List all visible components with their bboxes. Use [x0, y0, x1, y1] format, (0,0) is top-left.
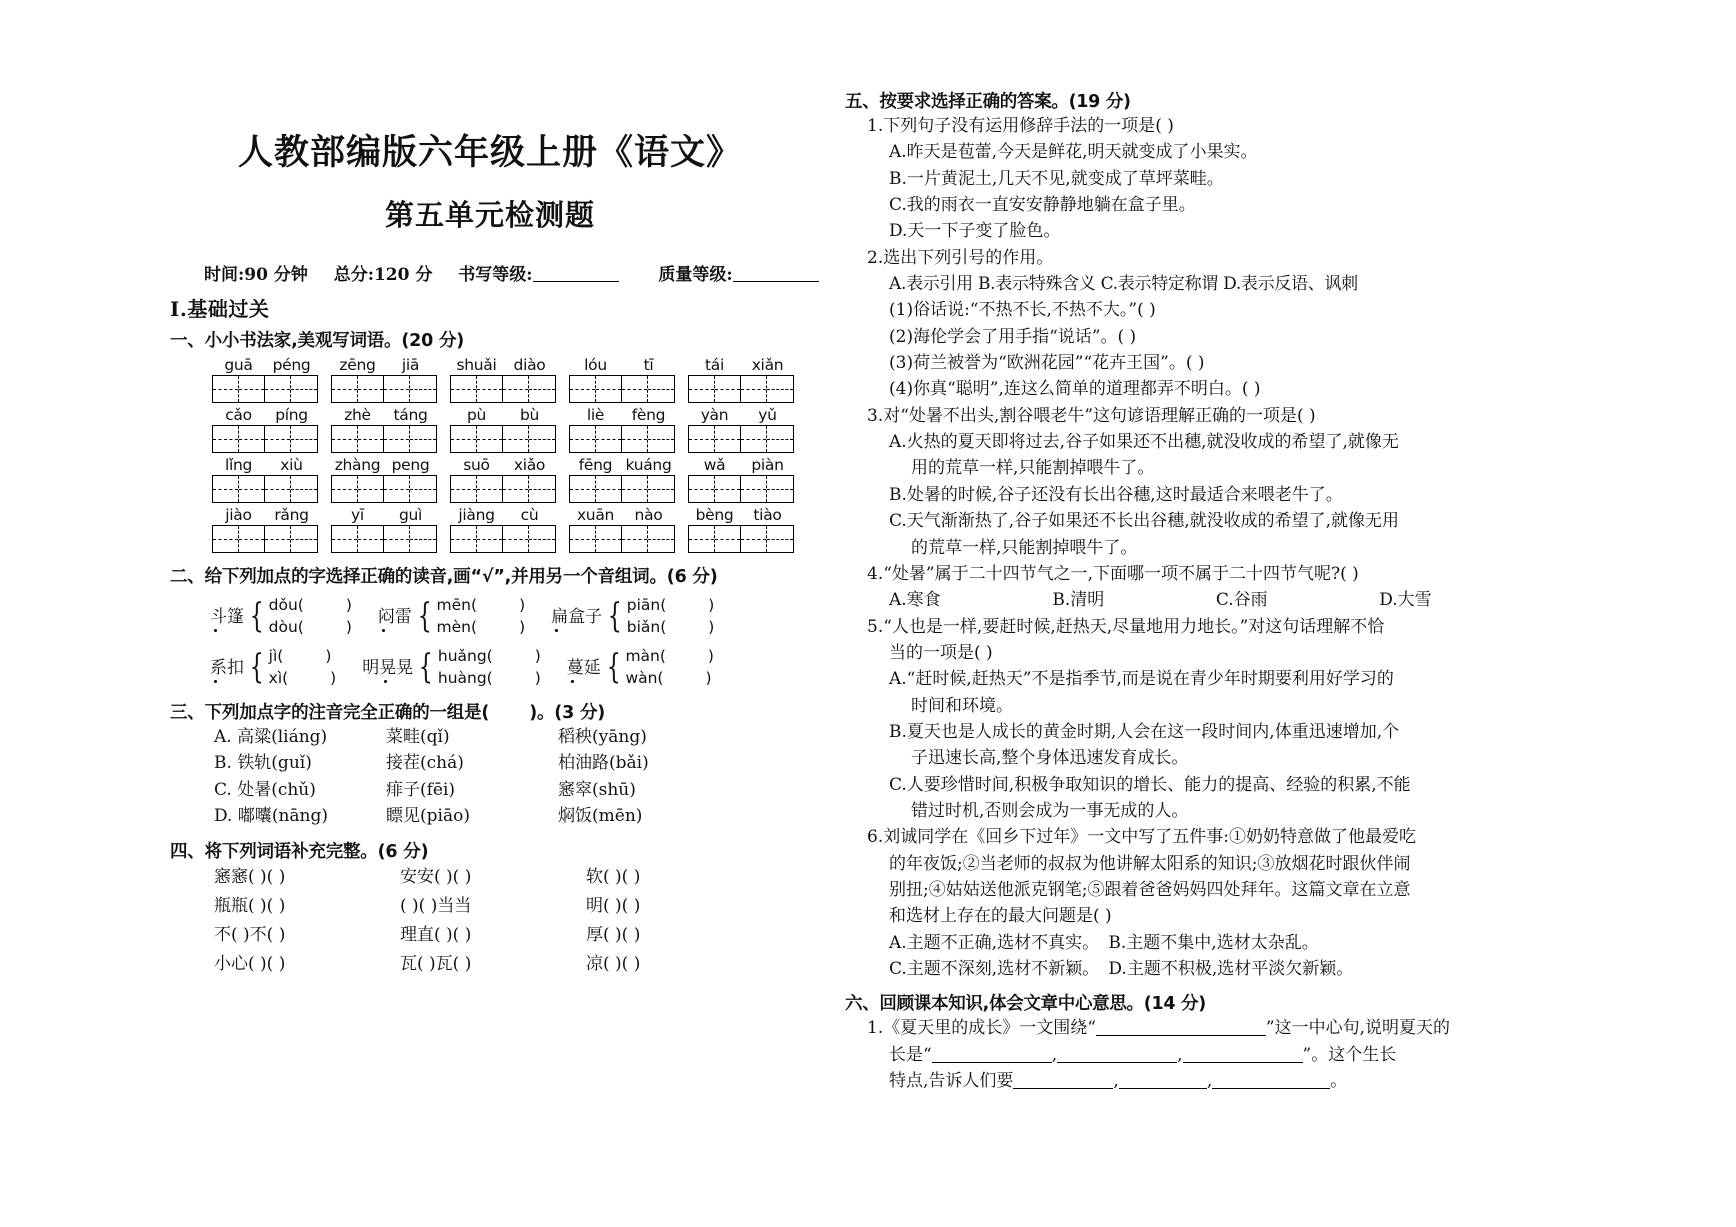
answer-blank[interactable] — [1013, 1088, 1113, 1089]
pinyin-word: tiào — [753, 506, 782, 524]
writing-box-group[interactable] — [212, 375, 318, 403]
pinyin-word: cǎo — [225, 406, 252, 424]
pinyin-word: píng — [275, 406, 308, 424]
idiom-item[interactable]: 明( )( ) — [586, 896, 641, 917]
writing-boxes-row[interactable] — [170, 475, 810, 503]
section6-question-cont: 长是“ , , ”。这个生长 — [889, 1044, 1397, 1065]
brace-icon: { — [249, 595, 264, 636]
idiom-row[interactable] — [170, 921, 810, 950]
writing-cell[interactable] — [265, 426, 291, 452]
pronunciation-word: 扁盒子 — [551, 602, 602, 630]
writing-cell[interactable] — [477, 526, 503, 552]
quality-grade-label: 质量等级: — [658, 265, 733, 285]
pronunciation-word: 系扣 — [210, 653, 244, 681]
writing-cell[interactable] — [291, 376, 317, 402]
emphasis-dot — [571, 680, 574, 683]
left-column — [170, 0, 810, 979]
idiom-row[interactable] — [170, 863, 810, 892]
writing-cell[interactable] — [451, 476, 477, 502]
writing-cell[interactable] — [529, 526, 555, 552]
writing-cell[interactable] — [596, 526, 622, 552]
answer-blank[interactable] — [1119, 1088, 1207, 1089]
question-stem: 3.对“处暑不出头,割谷喂老牛”这句谚语理解正确的一项是( ) — [867, 405, 1316, 426]
pinyin-word: cù — [520, 506, 539, 524]
pronunciation-item[interactable] — [567, 645, 714, 690]
writing-cell[interactable] — [291, 526, 317, 552]
answer-blank[interactable] — [1212, 1088, 1330, 1089]
pinyin-word: tái — [705, 356, 724, 374]
question-option-row[interactable] — [845, 930, 1565, 956]
writing-boxes-row[interactable] — [170, 375, 810, 403]
pinyin-word: nào — [634, 506, 663, 524]
writing-cell[interactable] — [451, 426, 477, 452]
writing-cell[interactable] — [451, 376, 477, 402]
question-option[interactable]: D.大雪 — [1379, 590, 1432, 611]
writing-cell[interactable] — [384, 476, 410, 502]
section-3-heading: 三、下列加点字的注音完全正确的一组是( )。(3 分) — [170, 702, 606, 723]
pronunciation-option[interactable]: biǎn( ) — [626, 618, 715, 637]
exam-meta — [170, 260, 810, 285]
pronunciation-word: 蔓延 — [567, 653, 601, 681]
pronunciation-item[interactable] — [210, 645, 336, 690]
question-choices[interactable]: A.表示引用 B.表示特殊含义 C.表示特定称谓 D.表示反语、讽刺 — [889, 274, 1358, 295]
writing-cell[interactable] — [358, 426, 384, 452]
writing-box-group[interactable] — [569, 375, 675, 403]
question-option[interactable]: B.夏天也是人成长的黄金时期,人会在这一段时间内,体重迅速增加,个 — [889, 721, 1400, 742]
writing-cell[interactable] — [410, 476, 436, 502]
writing-cell[interactable] — [213, 526, 239, 552]
writing-cell[interactable] — [529, 426, 555, 452]
total-score-label: 总分:120 分 — [333, 265, 433, 285]
phonetic-option-row[interactable] — [170, 724, 810, 750]
question-option-row[interactable] — [845, 956, 1565, 982]
writing-box-group[interactable] — [569, 525, 675, 553]
writing-cell[interactable] — [239, 526, 265, 552]
writing-cell[interactable] — [570, 476, 596, 502]
pinyin-word: piàn — [751, 456, 784, 474]
pinyin-word: tī — [643, 356, 654, 374]
pronunciation-option[interactable]: mèn( ) — [436, 618, 526, 637]
pronunciation-options[interactable] — [269, 645, 337, 690]
idiom-item[interactable]: 凉( )( ) — [586, 953, 641, 974]
pinyin-word: zhè — [344, 406, 371, 424]
pronunciation-option[interactable]: huǎng( ) — [437, 646, 541, 665]
idiom-item[interactable]: ( )( )当当 — [400, 896, 472, 917]
pinyin-word: shuǎi — [456, 356, 497, 374]
question-option[interactable]: B.一片黄泥土,几天不见,就变成了草坪菜畦。 — [889, 168, 1224, 189]
part-heading: Ⅰ.基础过关 — [170, 297, 270, 321]
pinyin-word: diào — [513, 356, 546, 374]
brace-icon: { — [419, 646, 434, 687]
pronunciation-row — [170, 594, 810, 639]
pinyin-word: yǔ — [758, 406, 777, 424]
question-option[interactable]: A.“赶时候,赶热天”不是指季节,而是说在青少年时期要利用好学习的 — [889, 669, 1394, 690]
question-stem: 2.选出下列引号的作用。 — [867, 247, 1054, 268]
question-stem-cont: 和选材上存在的最大问题是( ) — [889, 906, 1112, 927]
writing-cell[interactable] — [332, 526, 358, 552]
question-option[interactable]: A.寒食 — [889, 590, 941, 611]
pinyin-word: xiǎo — [513, 456, 546, 474]
pronunciation-options[interactable] — [627, 594, 715, 639]
pinyin-row — [170, 456, 810, 474]
writing-cell[interactable] — [384, 426, 410, 452]
pronunciation-item[interactable] — [551, 594, 714, 639]
question-option[interactable]: C.主题不深刻,选材不新颖。 — [889, 959, 1100, 979]
writing-boxes-row[interactable] — [170, 425, 810, 453]
idiom-item[interactable]: 瓶瓶( )( ) — [214, 896, 286, 917]
writing-cell[interactable] — [477, 426, 503, 452]
phonetic-option-row[interactable] — [170, 803, 810, 829]
writing-cell[interactable] — [648, 476, 674, 502]
question-option[interactable]: C.谷雨 — [1215, 590, 1268, 611]
writing-cell[interactable] — [689, 376, 715, 402]
writing-cell[interactable] — [358, 476, 384, 502]
question-stem: 5.“人也是一样,要赶时候,赶热天,尽量地用力地长。”对这句话理解不恰 — [867, 616, 1385, 637]
question-option[interactable]: A.昨天是苞蕾,今天是鲜花,明天就变成了小果实。 — [889, 142, 1258, 163]
question-stem: 1.下列句子没有运用修辞手法的一项是( ) — [867, 116, 1174, 136]
writing-grade-blank[interactable] — [533, 281, 619, 282]
writing-box-group[interactable] — [331, 425, 437, 453]
writing-box-group[interactable] — [212, 475, 318, 503]
question-option-cont: 子迅速长高,整个身体迅速发育成长。 — [911, 748, 1189, 769]
pronunciation-option[interactable]: piān( ) — [626, 596, 715, 614]
idiom-row[interactable] — [170, 892, 810, 921]
pinyin-word: rǎng — [274, 506, 309, 524]
question-option[interactable]: C.人要珍惜时间,积极争取知识的增长、能力的提高、经验的积累,不能 — [889, 774, 1411, 795]
writing-cell[interactable] — [410, 426, 436, 452]
pronunciation-option[interactable]: dǒu( ) — [268, 596, 352, 614]
pronunciation-options[interactable] — [625, 645, 714, 690]
question-option-row[interactable] — [845, 587, 1565, 613]
pinyin-word: yàn — [700, 406, 729, 424]
emphasis-dot — [555, 629, 558, 632]
writing-box-group[interactable] — [569, 475, 675, 503]
option-item[interactable]: 柏油路(bǎi) — [558, 753, 649, 774]
pronunciation-option[interactable]: wàn( ) — [625, 669, 712, 688]
writing-box-group[interactable] — [450, 475, 556, 503]
writing-cell[interactable] — [767, 426, 793, 452]
writing-box-group[interactable] — [212, 525, 318, 553]
writing-cell[interactable] — [622, 476, 648, 502]
writing-cell[interactable] — [570, 426, 596, 452]
handwriting-grid — [170, 356, 810, 553]
option-item[interactable]: 菜畦(qǐ) — [386, 726, 450, 747]
writing-box-group[interactable] — [688, 425, 794, 453]
writing-cell[interactable] — [715, 476, 741, 502]
writing-cell[interactable] — [767, 476, 793, 502]
writing-cell[interactable] — [648, 426, 674, 452]
section-6-heading: 六、回顾课本知识,体会文章中心意思。(14 分) — [845, 994, 1206, 1015]
idiom-item[interactable]: 安安( )( ) — [400, 867, 472, 888]
writing-cell[interactable] — [358, 376, 384, 402]
emphasis-dot — [384, 680, 387, 683]
pronunciation-options[interactable] — [437, 594, 526, 639]
page-title: 人教部编版六年级上册《语文》 — [237, 132, 742, 173]
pinyin-word: liè — [586, 406, 605, 424]
pinyin-word: bèng — [695, 506, 734, 524]
pinyin-word: zhàng — [334, 456, 381, 474]
section-1-heading: 一、小小书法家,美观写词语。(20 分) — [170, 331, 465, 351]
option-item[interactable]: 焖饭(mēn) — [558, 805, 643, 826]
pinyin-word: wǎ — [703, 456, 726, 474]
writing-cell[interactable] — [596, 376, 622, 402]
writing-cell[interactable] — [384, 526, 410, 552]
pronunciation-item[interactable] — [378, 594, 525, 639]
phonetic-option-row[interactable] — [170, 750, 810, 776]
question-option[interactable]: B.清明 — [1052, 590, 1105, 611]
writing-cell[interactable] — [239, 476, 265, 502]
pronunciation-word: 明晃晃 — [362, 653, 413, 681]
writing-box-group[interactable] — [569, 425, 675, 453]
question-option[interactable]: D.主题不积极,选材平淡欠新颖。 — [1108, 959, 1354, 979]
writing-cell[interactable] — [265, 376, 291, 402]
question-option[interactable]: C.天气渐渐热了,谷子如果还不长出谷穗,就没收成的希望了,就像无用 — [889, 511, 1400, 532]
pronunciation-options[interactable] — [269, 594, 352, 639]
pinyin-word: fèng — [631, 406, 666, 424]
pinyin-word: peng — [391, 456, 430, 474]
writing-cell[interactable] — [477, 476, 503, 502]
writing-box-group[interactable] — [450, 375, 556, 403]
writing-cell[interactable] — [503, 426, 529, 452]
pinyin-word: suō — [463, 456, 490, 474]
writing-cell[interactable] — [213, 426, 239, 452]
pronunciation-word: 斗篷 — [210, 602, 244, 630]
pinyin-word: jiàng — [458, 506, 495, 524]
question-option[interactable]: B.主题不集中,选材太杂乱。 — [1108, 932, 1319, 953]
emphasis-dot — [214, 680, 217, 683]
question-option-cont: 错过时机,否则会成为一事无成的人。 — [911, 800, 1189, 821]
writing-cell[interactable] — [410, 526, 436, 552]
writing-cell[interactable] — [622, 426, 648, 452]
question-subitem[interactable]: (3)荷兰被誉为“欧洲花园”“花卉王国”。( ) — [889, 353, 1205, 374]
writing-cell[interactable] — [741, 426, 767, 452]
writing-cell[interactable] — [741, 476, 767, 502]
writing-cell[interactable] — [529, 376, 555, 402]
option-item[interactable]: 瞟见(piāo) — [386, 805, 470, 826]
option-item[interactable]: 稻秧(yāng) — [558, 726, 647, 747]
question-stem: 6.刘诚同学在《回乡下过年》一文中写了五件事:①奶奶特意做了他最爱吃 — [867, 827, 1416, 848]
writing-cell[interactable] — [648, 376, 674, 402]
pronunciation-option[interactable]: màn( ) — [625, 646, 714, 665]
pinyin-word: xiù — [280, 456, 303, 474]
emphasis-dot — [382, 629, 385, 632]
writing-grade-label: 书写等级: — [458, 265, 533, 285]
writing-box-group[interactable] — [450, 425, 556, 453]
right-column — [845, 88, 1565, 1094]
pinyin-word: guā — [224, 356, 253, 374]
brace-icon: { — [417, 595, 432, 636]
pinyin-word: jiào — [225, 506, 252, 524]
pinyin-word: jiā — [401, 356, 420, 374]
writing-box-group[interactable] — [212, 425, 318, 453]
writing-cell[interactable] — [332, 426, 358, 452]
writing-cell[interactable] — [715, 526, 741, 552]
question-stem-cont: 当的一项是( ) — [889, 642, 993, 663]
writing-cell[interactable] — [503, 526, 529, 552]
pinyin-word: guì — [398, 506, 423, 524]
pronunciation-option[interactable]: huàng( ) — [437, 669, 541, 688]
writing-cell[interactable] — [689, 426, 715, 452]
pronunciation-option[interactable]: jì( ) — [268, 646, 332, 665]
writing-cell[interactable] — [477, 376, 503, 402]
writing-cell[interactable] — [265, 526, 291, 552]
brace-icon: { — [607, 595, 622, 636]
writing-cell[interactable] — [358, 526, 384, 552]
brace-icon: { — [249, 646, 264, 687]
idiom-item[interactable]: 理直( )( ) — [400, 925, 472, 946]
pinyin-word: zēng — [339, 356, 376, 374]
writing-boxes-row[interactable] — [170, 525, 810, 553]
writing-cell[interactable] — [648, 526, 674, 552]
idiom-item[interactable]: 瓦( )瓦( ) — [400, 953, 472, 974]
writing-box-group[interactable] — [331, 525, 437, 553]
answer-blank[interactable] — [1057, 1062, 1177, 1063]
pinyin-word: yī — [351, 506, 364, 524]
writing-cell[interactable] — [265, 476, 291, 502]
phonetic-option-row[interactable] — [170, 777, 810, 803]
pronunciation-item[interactable] — [210, 594, 352, 639]
writing-cell[interactable] — [239, 376, 265, 402]
question-option[interactable]: C.我的雨衣一直安安静静地躺在盒子里。 — [889, 195, 1196, 216]
time-label: 时间:90 分钟 — [204, 265, 308, 285]
pronunciation-item[interactable] — [362, 645, 541, 690]
pinyin-word: kuáng — [625, 456, 672, 474]
writing-box-group[interactable] — [331, 375, 437, 403]
pinyin-word: péng — [272, 356, 311, 374]
idiom-item[interactable]: 小心( )( ) — [214, 953, 286, 974]
writing-cell[interactable] — [291, 476, 317, 502]
writing-cell[interactable] — [596, 426, 622, 452]
pronunciation-options[interactable] — [438, 645, 541, 690]
idiom-item[interactable]: 窸窸( )( ) — [214, 867, 286, 888]
question-option[interactable]: A.火热的夏天即将过去,谷子如果还不出穗,就没收成的希望了,就像无 — [889, 432, 1399, 453]
quality-grade-blank[interactable] — [733, 281, 819, 282]
pinyin-word: xuān — [576, 506, 615, 524]
writing-cell[interactable] — [213, 376, 239, 402]
writing-cell[interactable] — [689, 476, 715, 502]
writing-cell[interactable] — [410, 376, 436, 402]
question-option-cont: 用的荒草一样,只能割掉喂牛了。 — [911, 458, 1155, 479]
question-subitem[interactable]: (2)海伦学会了用手指“说话”。( ) — [889, 326, 1137, 347]
question-stem-cont: 的年夜饭;②当老师的叔叔为他讲解太阳系的知识;③放烟花时跟伙伴闹 — [889, 853, 1411, 874]
option-item[interactable]: C. 处暑(chǔ) — [214, 779, 316, 800]
writing-cell[interactable] — [767, 376, 793, 402]
pinyin-word: fēng — [578, 456, 613, 474]
writing-cell[interactable] — [332, 476, 358, 502]
section6-question-cont: 特点,告诉人们要 , , 。 — [889, 1071, 1348, 1092]
page-subtitle: 第五单元检测题 — [384, 198, 595, 232]
answer-blank[interactable] — [1183, 1062, 1303, 1063]
answer-blank[interactable] — [932, 1062, 1052, 1063]
writing-cell[interactable] — [715, 376, 741, 402]
writing-box-group[interactable] — [688, 525, 794, 553]
pinyin-word: táng — [393, 406, 428, 424]
brace-icon: { — [606, 646, 621, 687]
section-5-heading: 五、按要求选择正确的答案。(19 分) — [845, 92, 1131, 112]
pronunciation-option[interactable]: xì( ) — [268, 669, 337, 688]
pronunciation-word: 闷雷 — [378, 602, 412, 630]
idiom-item[interactable]: 不( )不( ) — [214, 925, 286, 946]
writing-cell[interactable] — [239, 426, 265, 452]
writing-cell[interactable] — [529, 476, 555, 502]
writing-cell[interactable] — [741, 376, 767, 402]
writing-cell[interactable] — [570, 526, 596, 552]
emphasis-dot — [214, 629, 217, 632]
option-item[interactable]: B. 铁轨(guǐ) — [214, 753, 312, 774]
question-stem-cont: 别扭;④姑姑送他派克钢笔;⑤跟着爸爸妈妈四处拜年。这篇文章在立意 — [889, 879, 1411, 900]
pinyin-word: xiǎn — [751, 356, 784, 374]
question-subitem[interactable]: (1)俗话说:“不热不长,不热不大。”( ) — [889, 300, 1156, 321]
writing-cell[interactable] — [384, 376, 410, 402]
writing-cell[interactable] — [622, 376, 648, 402]
question-stem: 4.“处暑”属于二十四节气之一,下面哪一项不属于二十四节气呢?( ) — [867, 563, 1359, 584]
question-option[interactable]: B.处暑的时候,谷子还没有长出谷穗,这时最适合来喂老牛了。 — [889, 484, 1343, 505]
writing-cell[interactable] — [570, 376, 596, 402]
writing-cell[interactable] — [332, 376, 358, 402]
pronunciation-row — [170, 645, 810, 690]
writing-cell[interactable] — [596, 476, 622, 502]
pronunciation-option[interactable]: dòu( ) — [268, 618, 352, 637]
writing-cell[interactable] — [503, 476, 529, 502]
writing-cell[interactable] — [689, 526, 715, 552]
writing-cell[interactable] — [503, 376, 529, 402]
option-item[interactable]: 接茬(chá) — [386, 753, 464, 774]
option-item[interactable]: A. 高粱(liáng) — [214, 726, 328, 747]
option-item[interactable]: 痱子(fēi) — [386, 779, 456, 800]
pinyin-word: lóu — [584, 356, 607, 374]
option-item[interactable]: 窸窣(shū) — [558, 779, 636, 800]
question-option-cont: 时间和环境。 — [911, 695, 1013, 716]
question-option-cont: 的荒草一样,只能割掉喂牛了。 — [911, 537, 1138, 558]
section-2-heading: 二、给下列加点的字选择正确的读音,画“√”,并用另一个音组词。(6 分) — [170, 567, 718, 587]
writing-cell[interactable] — [622, 526, 648, 552]
pinyin-word: pù — [466, 406, 487, 424]
writing-box-group[interactable] — [688, 475, 794, 503]
option-item[interactable]: D. 嘟囔(nāng) — [214, 805, 329, 826]
answer-blank[interactable] — [1096, 1035, 1266, 1036]
section-4-heading: 四、将下列词语补充完整。(6 分) — [170, 842, 429, 863]
idiom-item[interactable]: 厚( )( ) — [586, 925, 641, 946]
idiom-item[interactable]: 软( )( ) — [586, 867, 641, 888]
writing-box-group[interactable] — [450, 525, 556, 553]
writing-cell[interactable] — [767, 526, 793, 552]
pinyin-word: bù — [519, 406, 540, 424]
writing-cell[interactable] — [715, 426, 741, 452]
pinyin-row — [170, 506, 810, 524]
pronunciation-option[interactable]: mēn( ) — [436, 596, 526, 614]
pinyin-word: lǐng — [224, 456, 253, 474]
writing-box-group[interactable] — [331, 475, 437, 503]
writing-cell[interactable] — [213, 476, 239, 502]
idiom-row[interactable] — [170, 950, 810, 979]
writing-cell[interactable] — [291, 426, 317, 452]
section6-question: 1.《夏天里的成长》一文围绕“ ”这一中心句,说明夏天的 — [867, 1018, 1451, 1039]
writing-cell[interactable] — [741, 526, 767, 552]
writing-cell[interactable] — [451, 526, 477, 552]
question-option[interactable]: A.主题不正确,选材不真实。 — [889, 932, 1100, 953]
question-option[interactable]: D.天一下子变了脸色。 — [889, 221, 1061, 242]
pinyin-row — [170, 406, 810, 424]
pinyin-row — [170, 356, 810, 374]
writing-box-group[interactable] — [688, 375, 794, 403]
question-subitem[interactable]: (4)你真“聪明”,连这么简单的道理都弄不明白。( ) — [889, 379, 1261, 400]
